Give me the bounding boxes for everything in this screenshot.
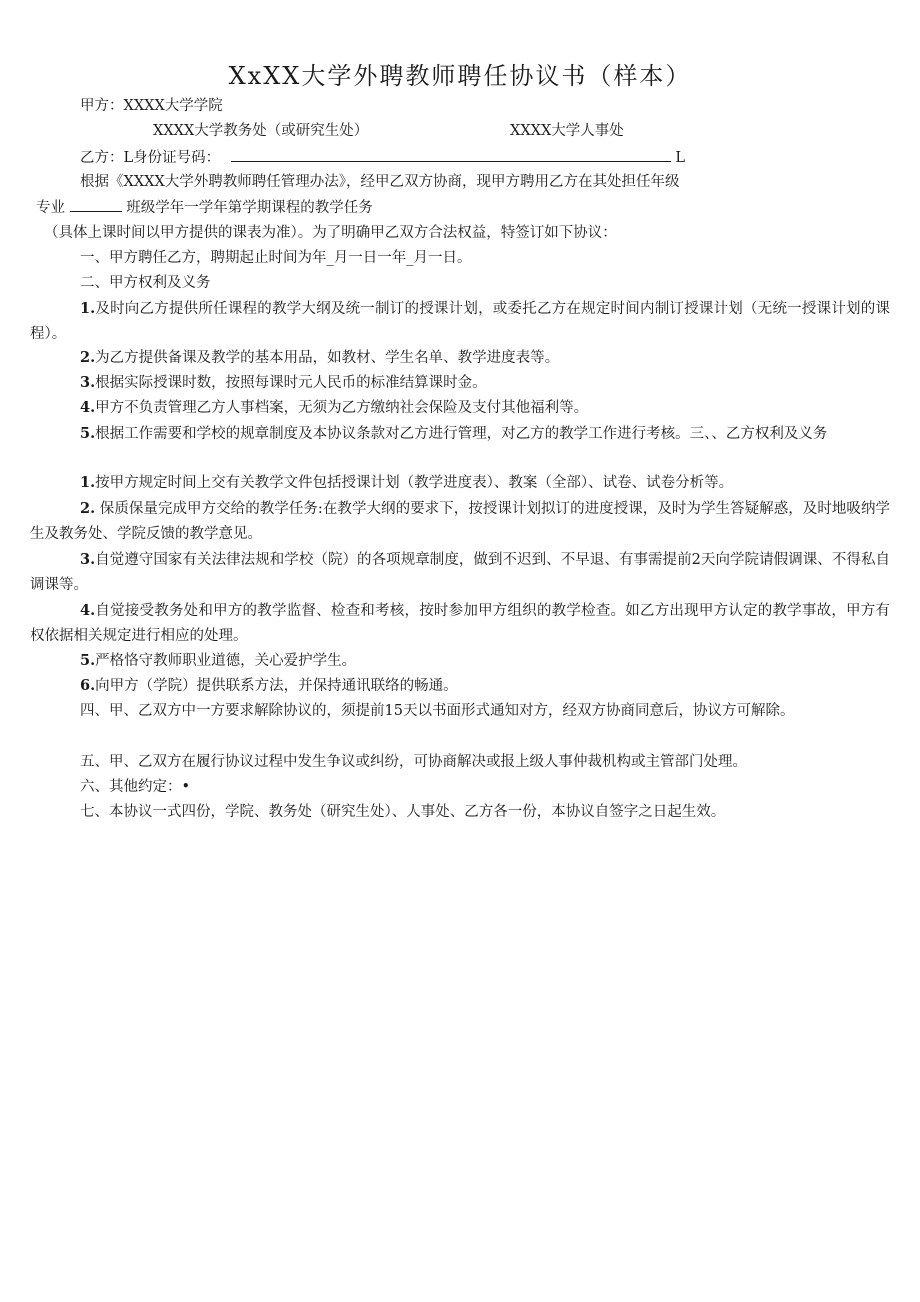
section-6: 六、其他约定：•: [80, 779, 191, 795]
party-b-item-3: 3.自觉遵守国家有关法律法规和学校（院）的各项规章制度，做到不迟到、不早退、有事需提前2天向学院请假调课、不得私自调课等。: [30, 551, 890, 593]
intro-line-2: [36, 197, 373, 218]
party-a-item-5: 5.根据工作需要和学校的规章制度及本协议条款对乙方进行管理，对乙方的教学工作进行考核。三、、乙方权利及义务: [80, 425, 828, 442]
id-number-blank: [231, 147, 671, 162]
party-b-label: 乙方：L身份证号码：: [80, 150, 221, 166]
party-a-item-4: 4.甲方不负责管理乙方人事档案，无须为乙方缴纳社会保险及支付其他福利等。: [80, 399, 589, 416]
party-a-label: 甲方：XXXX大学学院: [80, 98, 223, 114]
document-title: XxXX大学外聘教师聘任协议书（样本）: [228, 62, 692, 90]
section-5: 五、甲、乙双方在履行协议过程中发生争议或纠纷，可协商解决或报上级人事仲裁机构或主管部门处理。: [80, 754, 747, 770]
major-blank: [70, 197, 122, 212]
party-b-suffix: L: [675, 150, 685, 166]
party-b-item-2: 2. 保质保量完成甲方交给的教学任务:在教学大纲的要求下，按授课计划拟订的进度授课，及时为学生答疑解惑，及时地吸纳学生及教务处、学院反馈的教学意见。: [30, 500, 890, 542]
section-7: 七、本协议一式四份，学院、教务处（研究生处）、人事处、乙方各一份，本协议自签字之日起生效。: [80, 804, 726, 820]
intro-major-label: 专业: [36, 200, 65, 216]
party-a-item-3: 3.根据实际授课时数，按照每课时元人民币的标准结算课时金。: [80, 374, 487, 391]
party-b-item-6: 6.向甲方（学院）提供联系方法，并保持通讯联络的畅通。: [80, 677, 458, 694]
party-a-item-1: 1.及时向乙方提供所任课程的教学大纲及统一制订的授课计划，或委托乙方在规定时间内制订授课计划（无统一授课计划的课程）。: [30, 300, 890, 342]
party-a-item-2: 2.为乙方提供备课及教学的基本用品，如教材、学生名单、教学进度表等。: [80, 349, 560, 366]
party-a-academic-office: XXXX大学教务处（或研究生处）: [153, 123, 369, 139]
section-1: 一、甲方聘任乙方，聘期起止时间为年_月一日一年_月一日。: [80, 250, 472, 266]
section-4: 四、甲、乙双方中一方要求解除协议的，须提前15天以书面形式通知对方，经双方协商同意后，协议方可解除。: [80, 703, 795, 719]
party-b-item-4: 4.自觉接受教务处和甲方的教学监督、检查和考核，按时参加甲方组织的教学检查。如乙方出现甲方认定的教学事故，甲方有权依据相关规定进行相应的处理。: [30, 602, 890, 644]
party-b-line: [80, 147, 685, 168]
intro-line-3: （具体上课时间以甲方提供的课表为准）。为了明确甲乙双方合法权益，特签订如下协议：: [44, 225, 617, 241]
party-a-hr-office: XXXX大学人事处: [510, 123, 624, 139]
intro-line-1: 根据《XXXX大学外聘教师聘任管理办法》，经甲乙双方协商，现甲方聘用乙方在其处担任年级: [80, 174, 680, 190]
intro-course-text: 班级学年一学年第学期课程的教学任务: [126, 200, 373, 216]
party-b-item-1: 1.按甲方规定时间上交有关教学文件包括授课计划（教学进度表）、教案（全部）、试卷、试卷分析等。: [80, 474, 734, 491]
party-b-item-5: 5.严格恪守教师职业道德，关心爱护学生。: [80, 652, 357, 669]
section-2-title: 二、甲方权利及义务: [80, 275, 211, 291]
